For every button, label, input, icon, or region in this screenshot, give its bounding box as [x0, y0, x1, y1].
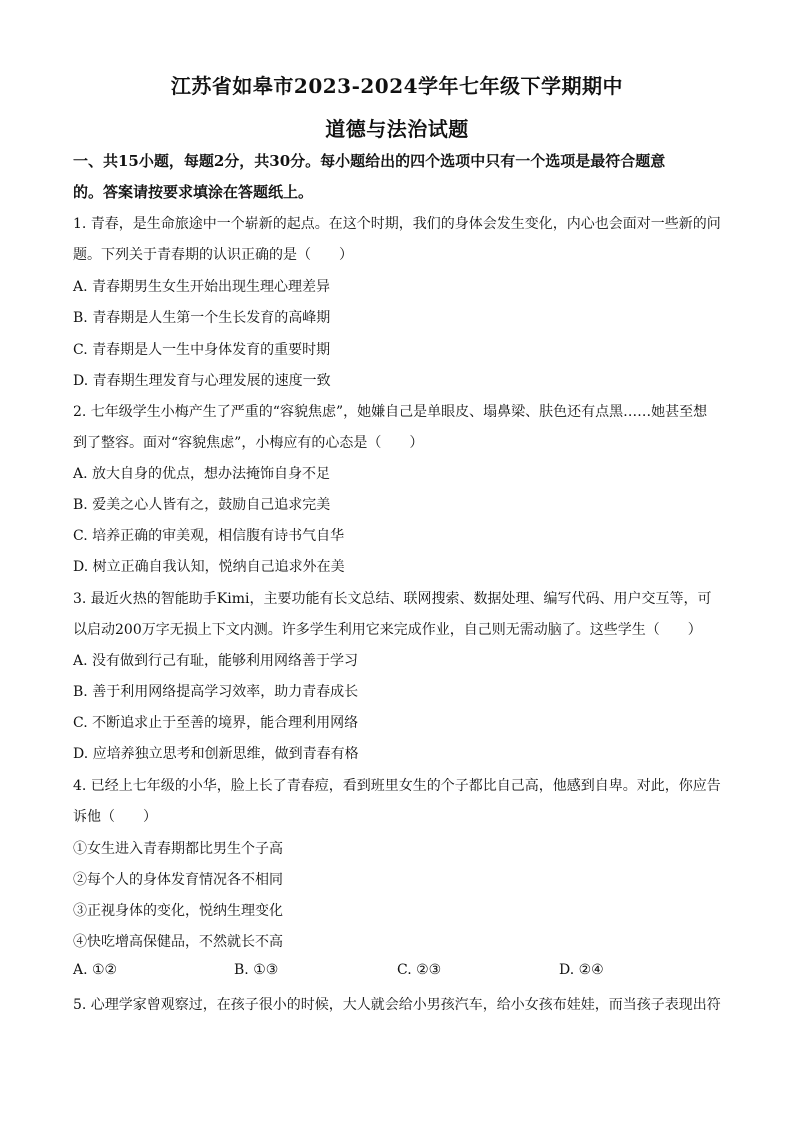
question-2-stem-line2: 到了整容。面对“容貌焦虑”，小梅应有的心态是（ ） — [73, 435, 424, 451]
question-4-stem-line1: 4. 已经上七年级的小华，脸上长了青春痘，看到班里女生的个子都比自己高，他感到自卑。对此，你应告 — [73, 778, 721, 794]
exam-subtitle: 道德与法治试题 — [325, 117, 469, 141]
question-5-stem-line1: 5. 心理学家曾观察过，在孩子很小的时候，大人就会给小男孩汽车，给小女孩布娃娃，而当孩子表现出符 — [73, 997, 721, 1013]
question-4-item-3: ③正视身体的变化，悦纳生理变化 — [73, 903, 283, 919]
question-4-item-1: ①女生进入青春期都比男生个子高 — [73, 841, 283, 857]
question-1-option-b: B. 青春期是人生第一个生长发育的高峰期 — [73, 310, 331, 326]
question-1-stem-line2: 题。下列关于青春期的认识正确的是（ ） — [73, 247, 353, 263]
question-4-option-a: A. ①② — [73, 962, 118, 978]
question-4-option-c: C. ②③ — [397, 962, 442, 978]
question-4-option-b: B. ①③ — [234, 962, 279, 978]
exam-title: 江苏省如皋市2023-2024学年七年级下学期期中 — [170, 74, 624, 98]
question-4-option-d: D. ②④ — [559, 962, 604, 978]
question-1-option-c: C. 青春期是人一生中身体发育的重要时期 — [73, 342, 331, 358]
question-3-stem-line1: 3. 最近火热的智能助手Kimi，主要功能有长文总结、联网搜索、数据处理、编写代码、用户交互等，可 — [73, 591, 712, 607]
question-1-option-d: D. 青春期生理发育与心理发展的速度一致 — [73, 373, 331, 389]
question-3-option-c: C. 不断追求止于至善的境界，能合理利用网络 — [73, 715, 359, 731]
question-1-option-a: A. 青春期男生女生开始出现生理心理差异 — [73, 279, 331, 295]
question-4-item-2: ②每个人的身体发育情况各不相同 — [73, 872, 283, 888]
question-2-option-a: A. 放大自身的优点，想办法掩饰自身不足 — [73, 466, 331, 482]
question-2-stem-line1: 2. 七年级学生小梅产生了严重的“容貌焦虑”，她嫌自己是单眼皮、塌鼻梁、肤色还有点黑……她甚至想 — [73, 404, 708, 420]
question-4-stem-line2: 诉他（ ） — [73, 809, 157, 825]
question-3-option-d: D. 应培养独立思考和创新思维，做到青春有格 — [73, 746, 359, 762]
question-4-item-4: ④快吃增高保健品，不然就长不高 — [73, 934, 283, 950]
question-2-option-b: B. 爱美之心人皆有之，鼓励自己追求完美 — [73, 497, 331, 513]
question-1-stem-line1: 1. 青春，是生命旅途中一个崭新的起点。在这个时期，我们的身体会发生变化，内心也会面对一些新的问 — [73, 216, 721, 232]
question-3-stem-line2: 以启动200万字无损上下文内测。许多学生利用它来完成作业，自己则无需动脑了。这些学生（ ） — [73, 622, 702, 638]
question-2-option-c: C. 培养正确的审美观，相信腹有诗书气自华 — [73, 528, 345, 544]
question-3-option-a: A. 没有做到行己有耻，能够利用网络善于学习 — [73, 653, 359, 669]
section-instructions-line2: 的。答案请按要求填涂在答题纸上。 — [73, 183, 314, 201]
section-instructions-line1: 一、共15小题，每题2分，共30分。每小题给出的四个选项中只有一个选项是最符合题意 — [73, 152, 666, 170]
question-3-option-b: B. 善于利用网络提高学习效率，助力青春成长 — [73, 684, 359, 700]
question-2-option-d: D. 树立正确自我认知，悦纳自己追求外在美 — [73, 559, 345, 575]
